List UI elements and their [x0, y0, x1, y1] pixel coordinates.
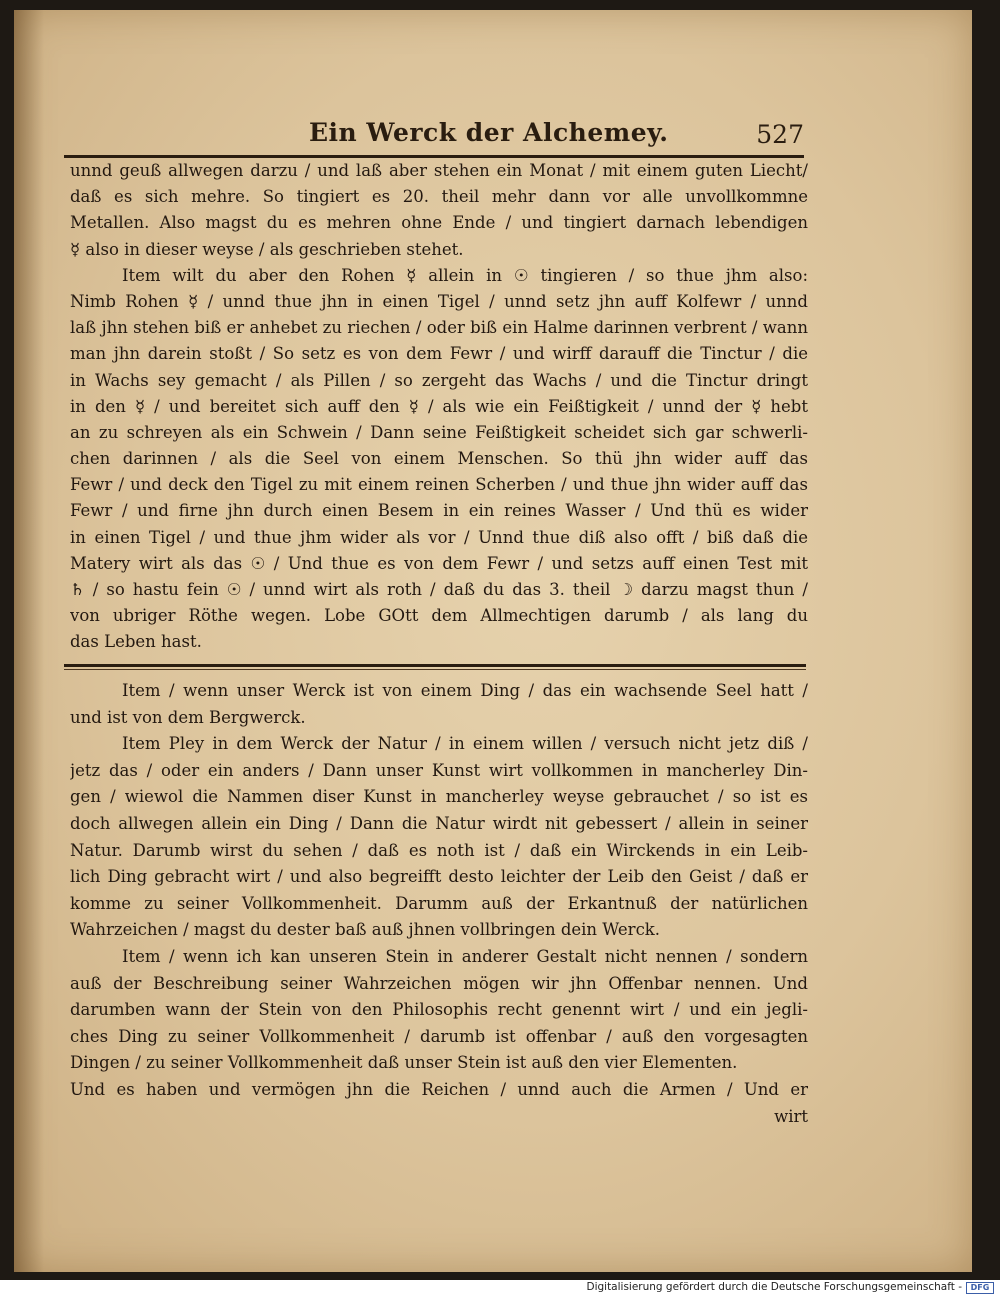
text-line: man jhn darein stoßt / So setz es von dem Fewr / und wirff darauff die Tinctur / die	[70, 344, 808, 364]
text-line: Wahrzeichen / magst du dester baß auß jhnen vollbringen dein Werck.	[70, 920, 661, 940]
text-line: Metallen. Also magst du es mehren ohne Ende / und tingiert darnach lebendigen	[70, 213, 808, 233]
text-line: von ubriger Röthe wegen. Lobe GOtt dem Allmechtigen darumb / als lang du	[70, 606, 808, 626]
page-number: 527	[756, 120, 804, 149]
section-divider-hairline	[64, 669, 806, 670]
text-line: laß jhn stehen biß er anhebet zu riechen / oder biß ein Halme darinnen verbrent / wann	[70, 318, 808, 338]
catchword: wirt	[774, 1106, 808, 1126]
text-line: an zu schreyen als ein Schwein / Dann seine Feißtigkeit scheidet sich gar schwerli-	[70, 422, 808, 442]
text-line: unnd geuß allwegen darzu / und laß aber stehen ein Monat / mit einem guten Liecht/	[70, 161, 808, 180]
text-line: Natur. Darumb wirst du sehen / daß es noth ist / daß ein Wirckends in ein Leib-	[70, 840, 808, 860]
text-line: ☿ also in dieser weyse / als geschrieben stehet.	[70, 239, 464, 259]
text-line: Item wilt du aber den Rohen ☿ allein in ☉ tingieren / so thue jhm also:	[122, 265, 808, 285]
text-line: in den ☿ / und bereitet sich auff den ☿ / als wie ein Feißtigkeit / unnd der ☿ hebt	[70, 396, 808, 416]
text-line: doch allwegen allein ein Ding / Dann die Natur wirdt nit gebessert / allein in seiner	[70, 813, 808, 833]
text-line: ches Ding zu seiner Vollkommenheit / darumb ist offenbar / auß den vorgesagten	[70, 1026, 808, 1046]
text-line: in einen Tigel / und thue jhm wider als vor / Unnd thue diß also offt / biß daß die	[70, 527, 808, 547]
text-line: Dingen / zu seiner Vollkommenheit daß unser Stein ist auß den vier Elementen.	[70, 1053, 738, 1073]
text-line: lich Ding gebracht wirt / und also begreifft desto leichter der Leib den Geist / daß er	[70, 867, 808, 887]
text-line: daß es sich mehre. So tingiert es 20. theil mehr dann vor alle unvollkommne	[70, 187, 808, 207]
text-line: komme zu seiner Vollkommenheit. Darumm auß der Erkantnuß der natürlichen	[70, 893, 808, 913]
section-divider-rule	[64, 664, 806, 667]
text-line: auß der Beschreibung seiner Wahrzeichen mögen wir jhn Offenbar nennen. Und	[70, 973, 808, 993]
text-line: Fewr / und deck den Tigel zu mit einem reinen Scherben / und thue jhn wider auff das	[70, 475, 808, 495]
text-line: darumben wann der Stein von den Philosophis recht genennt wirt / und ein jegli-	[70, 1000, 808, 1020]
text-line: Nimb Rohen ☿ / unnd thue jhn in einen Tigel / unnd setz jhn auff Kolfewr / unnd	[70, 291, 808, 311]
text-line: gen / wiewol die Nammen diser Kunst in mancherley weyse gebrauchet / so ist es	[70, 787, 808, 807]
text-line: Fewr / und firne jhn durch einen Besem in ein reines Wasser / Und thü es wider	[70, 501, 808, 521]
text-line: ♄ / so hastu fein ☉ / unnd wirt als roth / daß du das 3. theil ☽ darzu magst thun /	[70, 580, 808, 599]
text-line: Item / wenn unser Werck ist von einem Ding / das ein wachsende Seel hatt /	[122, 681, 808, 700]
running-title: Ein Werck der Alchemey.	[309, 118, 669, 147]
text-line: jetz das / oder ein anders / Dann unser Kunst wirt vollkommen in mancherley Din-	[70, 760, 808, 780]
text-line: in Wachs sey gemacht / als Pillen / so zergeht das Wachs / und die Tinctur dringt	[70, 370, 808, 390]
page-header	[64, 112, 804, 156]
footer-bar	[0, 1280, 1000, 1296]
text-block-2	[70, 678, 808, 1130]
text-line: Item / wenn ich kan unseren Stein in anderer Gestalt nicht nennen / sondern	[122, 946, 808, 966]
text-line: chen darinnen / als die Seel von einem Menschen. So thü jhn wider auff das	[70, 449, 808, 469]
text-line: Item Pley in dem Werck der Natur / in einem willen / versuch nicht jetz diß /	[122, 734, 808, 754]
dfg-logo-icon: DFG	[966, 1282, 994, 1294]
text-line: Und es haben und vermögen jhn die Reichen / unnd auch die Armen / Und er	[70, 1079, 808, 1099]
text-line: und ist von dem Bergwerck.	[70, 707, 306, 727]
funding-note: Digitalisierung gefördert durch die Deutsche Forschungsgemeinschaft -	[586, 1281, 962, 1293]
text-line: Matery wirt als das ☉ / Und thue es von dem Fewr / und setzs auff einen Test mit	[70, 553, 808, 573]
text-line: das Leben hast.	[70, 632, 202, 652]
text-block-1	[70, 158, 808, 656]
